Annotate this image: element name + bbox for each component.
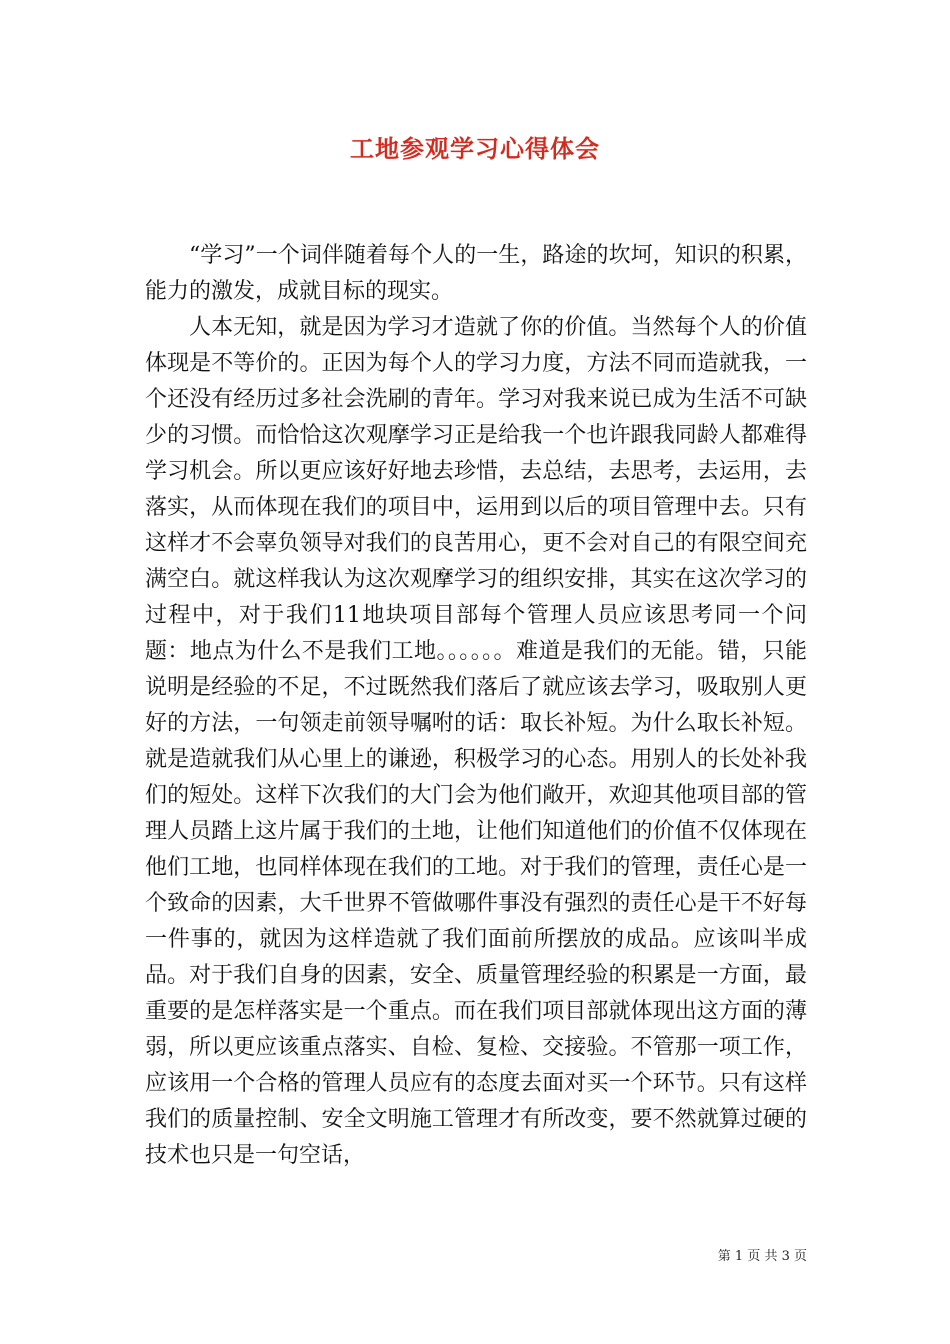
document-body (145, 238, 807, 1174)
document-title: 工地参观学习心得体会 (350, 134, 600, 163)
paragraph-1: “学习”一个词伴随着每个人的一生，路途的坎坷，知识的积累，能力的激发，成就目标的现实。 (145, 243, 807, 304)
paragraph-2: 人本无知，就是因为学习才造就了你的价值。当然每个人的价值体现是不等价的。正因为每个人的学习力度，方法不同而造就我，一个还没有经历过多社会洗刷的青年。学习对我来说已成为生活不可缺少的习惯。而恰恰这次观摩学习正是给我一个也许跟我同龄人都难得学习机会。所以更应该好好地去珍惜，去总结，去思考，去运用，去落实，从而体现在我们的项目中，运用到以后的项目管理中去。只有这样才不会辜负领导对我们的良苦用心，更不会对自己的有限空间充满空白。就这样我认为这次观摩学习的组织安排，其实在这次学习的过程中，对于我们11地块项目部每个管理人员应该思考同一个问题：地点为什么不是我们工地。。。。。。难道是我们的无能。错，只能说明是经验的不足，不过既然我们落后了就应该去学习，吸取别人更好的方法，一句领走前领导嘱咐的话：取长补短。为什么取长补短。就是造就我们从心里上的谦逊，积极学习的心态。用别人的长处补我们的短处。这样下次我们的大门会为他们敞开，欢迎其他项目部的管理人员踏上这片属于我们的土地，让他们知道他们的价值不仅体现在他们工地，也同样体现在我们的工地。对于我们的管理，责任心是一个致命的因素，大千世界不管做哪件事没有强烈的责任心是干不好每一件事的，就因为这样造就了我们面前所摆放的成品。应该叫半成品。对于我们自身的因素，安全、质量管理经验的积累是一方面，最重要的是怎样落实是一个重点。而在我们项目部就体现出这方面的薄弱，所以更应该重点落实、自检、复检、交接验。不管那一项工作，应该用一个合格的管理人员应有的态度去面对买一个环节。只有这样我们的质量控制、安全文明施工管理才有所改变，要不然就算过硬的技术也只是一句空话， (145, 315, 807, 1168)
page-number: 第 1 页 共 3 页 (717, 1249, 807, 1264)
